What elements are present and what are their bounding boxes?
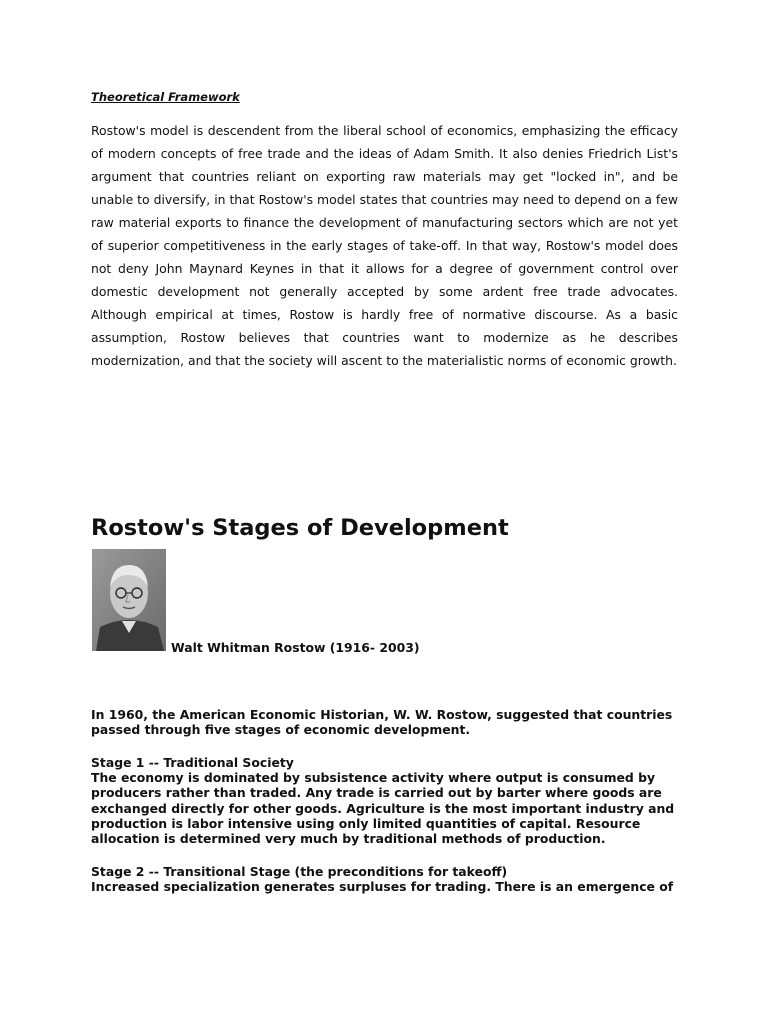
stage-2-title: Stage 2 -- Transitional Stage (the preconditions for takeoff) <box>91 864 508 879</box>
stage-1-title: Stage 1 -- Traditional Society <box>91 755 294 770</box>
stage-2-block <box>91 864 691 894</box>
intro-paragraph: In 1960, the American Economic Historian, W. W. Rostow, suggested that countries passed through five stages of economic development. <box>91 707 673 738</box>
stage-1-block <box>91 755 691 846</box>
stage-1-body: The economy is dominated by subsistence activity where output is consumed by producers rather than traded. Any trade is carried out by barter where goods are exchanged directly for other goods. Agriculture is the most important industry and production is labor intensive using only limited quantities of capital. Resource allocation is determined very much by traditional methods of production. <box>91 770 675 847</box>
page-title: Rostow's Stages of Development <box>91 515 509 541</box>
portrait-caption: Walt Whitman Rostow (1916- 2003) <box>171 640 420 655</box>
stage-2-body: Increased specialization generates surpluses for trading. There is an emergence of <box>91 879 674 895</box>
framework-paragraph: Rostow's model is descendent from the liberal school of economics, emphasizing the efficacy of modern concepts of free trade and the ideas of Adam Smith. It also denies Friedrich List's argument that countries reliant on exporting raw materials may get "locked in", and be unable to diversify, in that Rostow's model states that countries may need to depend on a few raw material exports to finance the development of manufacturing sectors which are not yet of superior competitiveness in the early stages of take-off. In that way, Rostow's model does not deny John Maynard Keynes in that it allows for a degree of government control over domestic development not generally accepted by some ardent free trade advocates. Although empirical at times, Rostow is hardly free of normative discourse. As a basic assumption, Rostow believes that countries want to modernize as he describes modernization, and that the society will ascent to the materialistic norms of economic growth. <box>91 123 678 368</box>
section-label-theoretical-framework: Theoretical Framework <box>91 90 240 104</box>
portrait-photo <box>92 549 166 651</box>
portrait-image <box>92 549 166 651</box>
